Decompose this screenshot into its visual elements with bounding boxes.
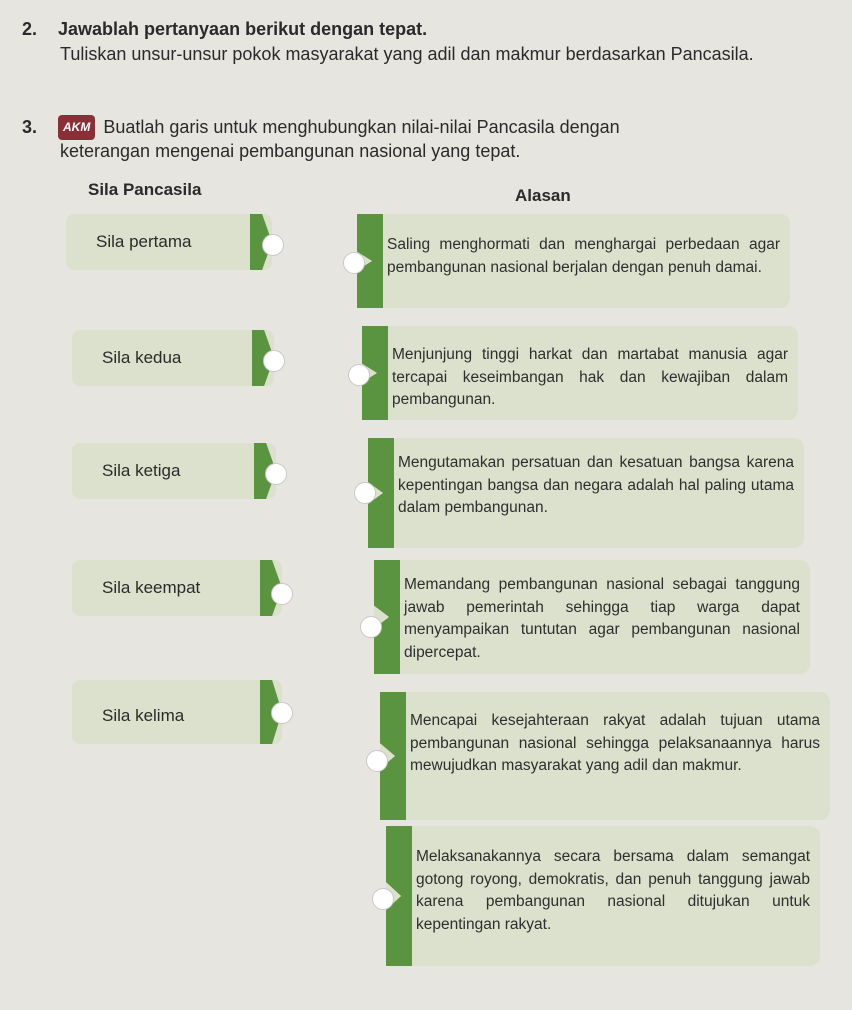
sila-label: Sila ketiga — [102, 461, 181, 480]
question-2-title: Jawablah pertanyaan berikut dengan tepat. — [58, 19, 428, 39]
sila-label: Sila pertama — [96, 232, 192, 251]
sila-card-5 — [72, 680, 282, 744]
question-3-number: 3. — [22, 117, 38, 137]
sila-card-2 — [72, 330, 274, 386]
notch-bar — [374, 560, 400, 674]
sila-card-3 — [72, 443, 276, 499]
alasan-card-4 — [374, 560, 810, 674]
sila-card-4 — [72, 560, 282, 616]
question-2-text: Tuliskan unsur-unsur pokok masyarakat yang adil dan makmur berdasarkan Pancasila. — [60, 44, 754, 64]
question-2-number: 2. — [22, 19, 38, 39]
alasan-3-connector-dot[interactable] — [354, 482, 376, 504]
alasan-card-2 — [362, 326, 798, 420]
alasan-1-connector-dot[interactable] — [343, 252, 365, 274]
alasan-text: Menjunjung tinggi harkat dan martabat manusia agar tercapai keseimbangan hak dan kewajiban dalam pembangunan. — [392, 346, 788, 408]
column-header-alasan: Alasan — [515, 186, 571, 205]
sila-label: Sila keempat — [102, 578, 201, 597]
alasan-text: Melaksanakannya secara bersama dalam semangat gotong royong, demokratis, dan penuh tanggung jawab karena pembangunan nasional ditujukan untuk kepentingan rakyat. — [416, 848, 810, 933]
alasan-text: Saling menghormati dan menghargai perbedaan agar pembangunan nasional berjalan dengan penuh damai. — [387, 236, 780, 276]
alasan-text: Mengutamakan persatuan dan kesatuan bangsa karena kepentingan bangsa dan negara adalah hal paling utama dalam pembangunan. — [398, 454, 794, 516]
sila-4-connector-dot[interactable] — [271, 583, 293, 605]
alasan-6-connector-dot[interactable] — [372, 888, 394, 910]
akm-badge: AKM — [58, 115, 95, 140]
question-2 — [22, 18, 780, 66]
sila-label: Sila kelima — [102, 706, 185, 725]
question-3 — [22, 115, 620, 163]
alasan-text: Memandang pembangunan nasional sebagai tanggung jawab pemerintah sehingga tiap warga dapat menyampaikan tuntutan agar pembangunan nasional dipercepat. — [404, 576, 800, 661]
column-header-sila: Sila Pancasila — [88, 180, 202, 199]
sila-label: Sila kedua — [102, 348, 182, 367]
alasan-card-5 — [380, 692, 830, 820]
sila-3-connector-dot[interactable] — [265, 463, 287, 485]
alasan-2-connector-dot[interactable] — [348, 364, 370, 386]
alasan-card-6 — [386, 826, 820, 966]
sila-2-connector-dot[interactable] — [263, 350, 285, 372]
alasan-text: Mencapai kesejahteraan rakyat adalah tujuan utama pembangunan nasional sehingga pelaksanaannya harus mewujudkan masyarakat yang adil dan makmur. — [410, 712, 820, 774]
alasan-card-3 — [368, 438, 804, 548]
question-2-header — [22, 18, 780, 41]
question-3-text-line2: keterangan mengenai pembangunan nasional yang tepat. — [60, 141, 521, 161]
question-3-header — [22, 115, 620, 140]
sila-5-connector-dot[interactable] — [271, 702, 293, 724]
alasan-card-1 — [357, 214, 790, 308]
alasan-5-connector-dot[interactable] — [366, 750, 388, 772]
question-3-text-line1: Buatlah garis untuk menghubungkan nilai-nilai Pancasila dengan — [103, 117, 620, 137]
alasan-4-connector-dot[interactable] — [360, 616, 382, 638]
sila-1-connector-dot[interactable] — [262, 234, 284, 256]
sila-card-1 — [66, 214, 272, 270]
